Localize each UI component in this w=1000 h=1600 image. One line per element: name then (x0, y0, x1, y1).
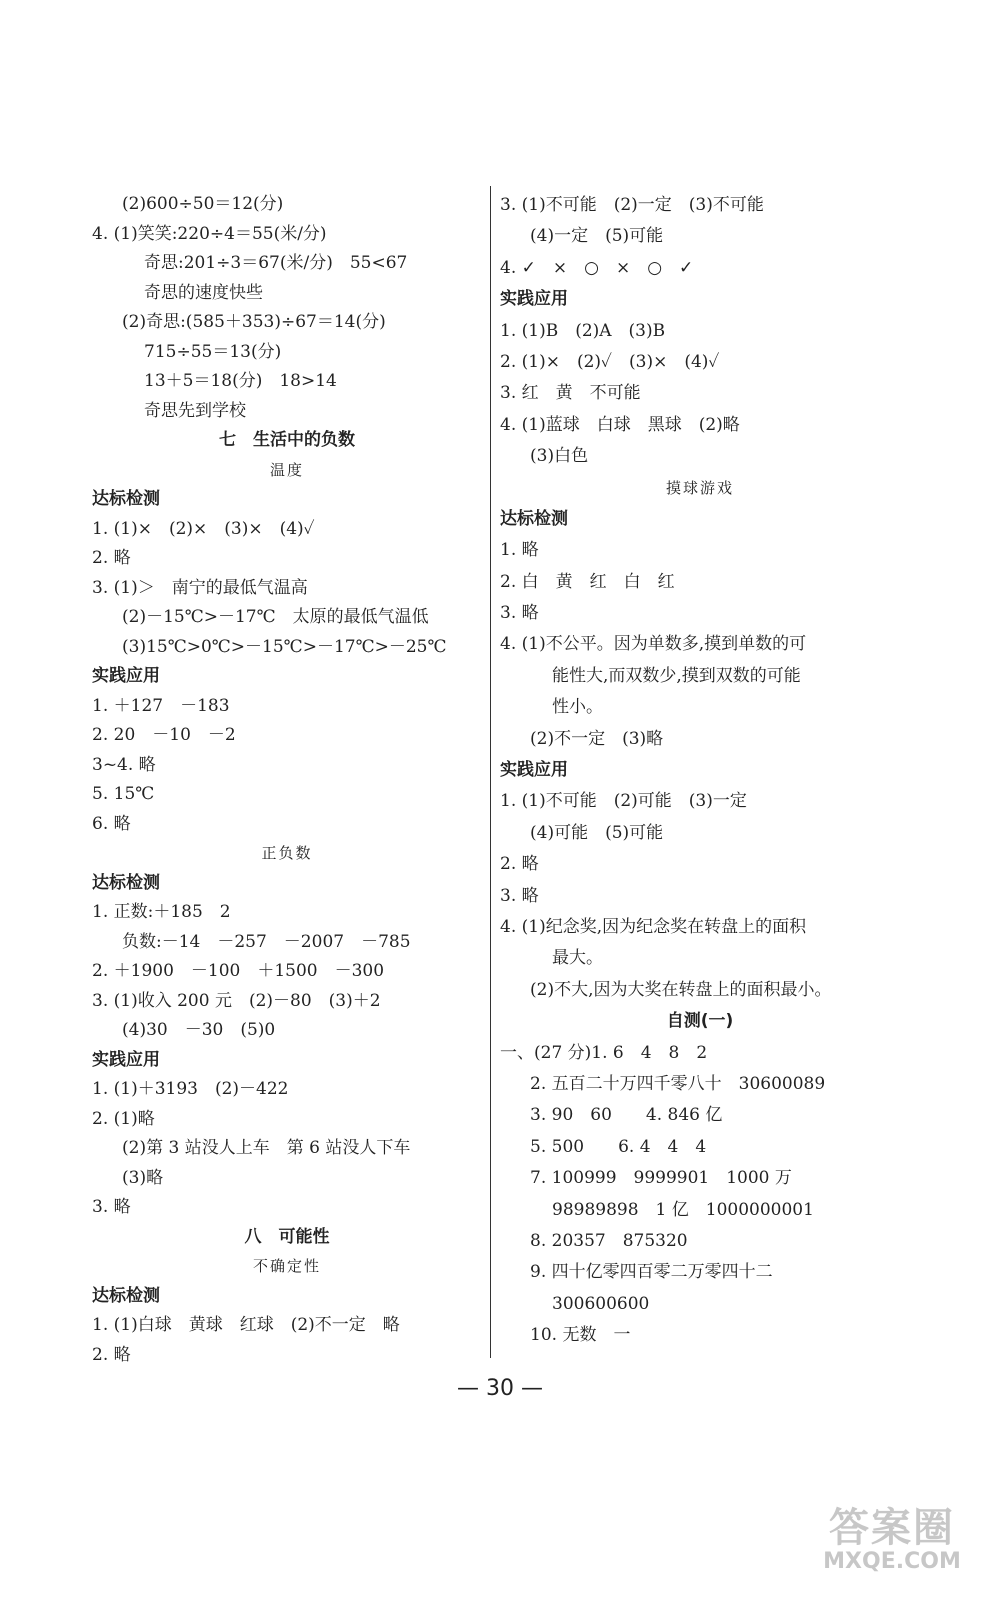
answer-line: (2)奇思:(585＋353)÷67＝14(分) (122, 312, 386, 332)
answer-line: 9. 四十亿零四百零二万零四十二 (530, 1262, 773, 1283)
watermark-url: MXQE.COM (823, 1549, 961, 1574)
answer-line: (3)略 (122, 1167, 164, 1188)
answer-line: 10. 无数 一 (530, 1325, 631, 1346)
answer-line: 1. (1)白球 黄球 红球 (2)不一定 略 (92, 1315, 400, 1335)
answer-line: 3. (1)不可能 (2)一定 (3)不可能 (500, 195, 764, 215)
answer-line: 1. (1)不可能 (2)可能 (3)一定 (500, 791, 747, 812)
answer-line: 能性大,而双数少,摸到双数的可能 (552, 665, 801, 686)
answer-line: 3. (1)收入 200 元 (2)－80 (3)＋2 (92, 990, 381, 1011)
answer-line: (3)15℃>0℃>－15℃>－17℃>－25℃ (122, 636, 447, 657)
answer-line: 3. 红 黄 不可能 (500, 383, 641, 404)
answer-line: (2)不一定 (3)略 (530, 728, 664, 749)
section-heading: 达标检测 (92, 1285, 160, 1306)
answer-line: 最大。 (552, 948, 603, 969)
answer-line: 8. 20357 875320 (530, 1230, 688, 1251)
answer-line: 5. 15℃ (92, 784, 155, 804)
section-heading: 实践应用 (500, 289, 568, 310)
answer-line: 4. (1)蓝球 白球 黑球 (2)略 (500, 414, 740, 435)
answer-line: 3. 略 (92, 1197, 131, 1217)
chapter-heading: 七 生活中的负数 (219, 430, 355, 450)
answer-line: 3. 90 60 4. 846 亿 (530, 1105, 723, 1126)
lesson-title: 摸球游戏 (665, 478, 734, 497)
answer-line: 2. 略 (92, 548, 131, 568)
section-heading: 实践应用 (92, 666, 160, 686)
answer-line: 1. (1)× (2)× (3)× (4)✓ (92, 518, 315, 539)
answer-line: 2. 略 (92, 1344, 131, 1365)
answer-line: 性小。 (552, 697, 603, 718)
answer-line: 1. ＋127 －183 (92, 695, 230, 716)
lesson-title: 不确定性 (252, 1257, 321, 1275)
answer-line: 奇思的速度快些 (144, 282, 263, 303)
answer-line: 奇思先到学校 (144, 400, 246, 421)
answer-line: 2. 20 －10 －2 (92, 725, 236, 745)
answer-line: 4. ✓ × ○ × ○ ✓ (500, 257, 694, 278)
answer-line: 3. 略 (500, 603, 539, 624)
answer-line: (4)30 －30 (5)0 (122, 1020, 276, 1040)
answer-line: 1. 略 (500, 540, 539, 561)
lesson-title: 温度 (269, 460, 304, 479)
answer-line: 2. (1)× (2)✓ (3)× (4)✓ (500, 351, 720, 372)
answer-line: (2)第 3 站没人上车 第 6 站没人下车 (122, 1138, 411, 1158)
page-number: — 30 — (457, 1376, 543, 1401)
answer-line: 300600600 (552, 1293, 650, 1314)
answer-line: (2)－15℃>－17℃ 太原的最低气温低 (122, 607, 429, 627)
watermark-logo: 答案圈 (829, 1505, 955, 1551)
answer-line: (4)一定 (5)可能 (530, 226, 664, 247)
answer-line: 4. (1)纪念奖,因为纪念奖在转盘上的面积 (500, 916, 807, 937)
answer-line: 3. 略 (500, 885, 539, 906)
right-column (500, 190, 900, 1351)
answer-line: 2. 白 黄 红 白 红 (500, 571, 675, 592)
answer-line: 1. (1)B (2)A (3)B (500, 320, 666, 341)
section-heading: 达标检测 (92, 489, 160, 509)
watermark (812, 1502, 972, 1578)
answer-line: 负数:－14 －257 －2007 －785 (122, 931, 411, 952)
answer-line: 2. ＋1900 －100 ＋1500 －300 (92, 961, 385, 981)
left-column (92, 190, 482, 1370)
answer-line: (3)白色 (530, 446, 589, 467)
answer-line: 1. (1)＋3193 (2)－422 (92, 1079, 289, 1099)
answer-line: 3~4. 略 (92, 754, 156, 775)
answer-line: (2)600÷50＝12(分) (122, 194, 284, 214)
answer-line: 3. (1)＞ 南宁的最低气温高 (92, 577, 308, 598)
answer-line: 4. (1)笑笑:220÷4＝55(米/分) (92, 223, 327, 244)
section-heading: 实践应用 (92, 1049, 160, 1070)
answer-line: 5. 500 6. 4 4 4 (530, 1136, 707, 1157)
chapter-heading: 八 可能性 (244, 1226, 330, 1247)
answer-line: 1. 正数:＋185 2 (92, 902, 231, 922)
section-heading: 实践应用 (500, 760, 568, 781)
answer-line: 7. 100999 9999901 1000 万 (530, 1168, 792, 1189)
lesson-title: 正负数 (261, 844, 313, 862)
section-heading: 达标检测 (92, 872, 160, 893)
section-heading: 达标检测 (500, 508, 568, 529)
answer-line: 715÷55＝13(分) (144, 341, 282, 362)
answer-line: 一、(27 分)1. 6 4 8 2 (500, 1042, 708, 1063)
chapter-heading: 自测(一) (666, 1011, 734, 1032)
answer-line: 奇思:201÷3＝67(米/分) 55<67 (144, 253, 408, 273)
answer-line: (4)可能 (5)可能 (530, 822, 664, 843)
answer-line: 98989898 1 亿 1000000001 (552, 1199, 814, 1220)
answer-line: 2. (1)略 (92, 1108, 155, 1129)
column-divider (490, 186, 491, 1358)
answer-line: 2. 五百二十万四千零八十 30600089 (530, 1073, 826, 1094)
answer-line: 2. 略 (500, 854, 539, 875)
answer-line: (2)不大,因为大奖在转盘上的面积最小。 (530, 979, 832, 1000)
answer-line: 13＋5＝18(分) 18>14 (144, 371, 337, 391)
answer-line: 4. (1)不公平。因为单数多,摸到单数的可 (500, 634, 807, 655)
answer-line: 6. 略 (92, 813, 131, 834)
